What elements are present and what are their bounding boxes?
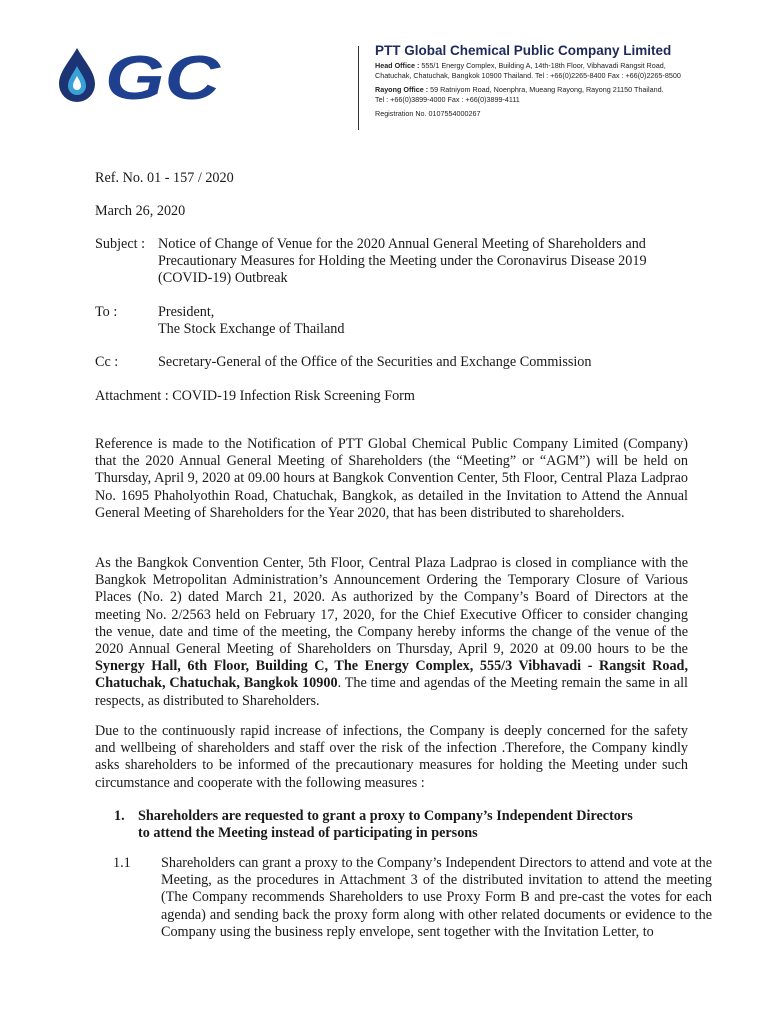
measure-1-line-1: Shareholders are requested to grant a proxy to Company’s Independent Directors — [138, 808, 633, 824]
paragraph-3-text: Due to the continuously rapid increase of infections, the Company is deeply concerned for the safety and wellbeing of shareholders and staff over the risk of the infection .Therefore, the Company kindly asks shareholders to be informed of the precautionary measures for holding the Meeting under such circumstance and cooperate with the following measures : — [95, 723, 688, 791]
subject-line-3: (COVID-19) Outbreak — [158, 270, 288, 286]
cc-text: Secretary-General of the Office of the Securities and Exchange Commission — [158, 354, 592, 370]
paragraph-venue-change — [95, 555, 688, 710]
reference-number: Ref. No. 01 - 157 / 2020 — [95, 170, 234, 186]
measure-1-1-number: 1.1 — [113, 855, 131, 871]
subject-line-2: Precautionary Measures for Holding the Meeting under the Coronavirus Disease 2019 — [158, 253, 647, 269]
measure-1-number: 1. — [114, 808, 125, 824]
head-office-line-1: Head Office : 555/1 Energy Complex, Building A, 14th-18th Floor, Vibhavadi Rangsit Road, — [375, 61, 666, 70]
rayong-office-line-1: Rayong Office : 59 Ratniyom Road, Noenphra, Mueang Rayong, Rayong 21150 Thailand. — [375, 85, 664, 94]
head-office-line-2: Chatuchak, Chatuchak, Bangkok 10900 Thailand. Tel : +66(0)2265-8400 Fax : +66(0)2265-8500 — [375, 71, 681, 80]
company-name: PTT Global Chemical Public Company Limited — [375, 43, 672, 58]
measure-1-1 — [113, 855, 712, 941]
attachment-line: Attachment : COVID-19 Infection Risk Screening Form — [95, 388, 415, 404]
paragraph-precaution — [95, 723, 688, 792]
cc-label: Cc : — [95, 354, 119, 370]
registration-number: Registration No. 0107554000267 — [375, 109, 481, 118]
measure-1-line-2: to attend the Meeting instead of participating in persons — [138, 825, 478, 841]
subject-line-1: Notice of Change of Venue for the 2020 Annual General Meeting of Shareholders and — [158, 236, 646, 252]
measure-1-1-text: Shareholders can grant a proxy to the Company’s Independent Directors to attend and vote at the Meeting, as the procedures in Attachment 3 of the distributed invitation to attend the meeting (The Company recommends Shareholders to use Proxy Form B and pre-cast the votes for each agenda) and sending back the proxy form along with other related documents or evidence to the Company using the business reply envelope, sent together with the Invitation Letter, to — [161, 855, 712, 940]
letter-date: March 26, 2020 — [95, 203, 186, 219]
logo-text: GC — [105, 44, 222, 104]
to-label: To : — [95, 304, 118, 320]
rayong-office-line-2: Tel : +66(0)3899-4000 Fax : +66(0)3899-4111 — [375, 95, 520, 104]
gc-logo — [55, 44, 225, 104]
subject-label: Subject : — [95, 236, 146, 252]
paragraph-2-text: As the Bangkok Convention Center, 5th Floor, Central Plaza Ladprao is closed in compliance with the Bangkok Metropolitan Administration’s Announcement Ordering the Temporary Closure of Various Places (No. 2) dated March 21, 2020. As authorized by the Company’s Board of Directors at the meeting No. 2/2563 held on February 17, 2020, for the Chief Executive Officer to consider changing the venue, date and time of the meeting, the Company hereby informs the change of the venue of the 2020 Annual General Meeting of Shareholders on Thursday, April 9, 2020 at 09.00 hours to be the Synergy Hall, 6th Floor, Building C, The Energy Complex, 555/3 Vibhavadi - Rangsit Road, Chatuchak, Chatuchak, Bangkok 10900. The time and agendas of the Meeting remain the same in all respects, as distributed to Shareholders. — [95, 555, 688, 709]
new-venue: Synergy Hall, 6th Floor, Building C, The Energy Complex, 555/3 Vibhavadi - Rangsit Road, Chatuchak, Chatuchak, Bangkok 10900 — [95, 658, 688, 692]
header-divider — [358, 46, 359, 130]
to-line-2: The Stock Exchange of Thailand — [158, 321, 345, 337]
paragraph-reference — [95, 436, 688, 522]
to-line-1: President, — [158, 304, 215, 320]
paragraph-1-text: Reference is made to the Notification of PTT Global Chemical Public Company Limited (Company) that the 2020 Annual General Meeting of Shareholders (the “Meeting” or “AGM”) will be held on Thursday, April 9, 2020 at 09.00 hours at Bangkok Convention Center, 5th Floor, Central Plaza Ladprao No. 1695 Phaholyothin Road, Chatuchak, Bangkok, as detailed in the Invitation to Attend the Annual General Meeting of Shareholders for the Year 2020, that has been distributed to shareholders. — [95, 436, 688, 521]
